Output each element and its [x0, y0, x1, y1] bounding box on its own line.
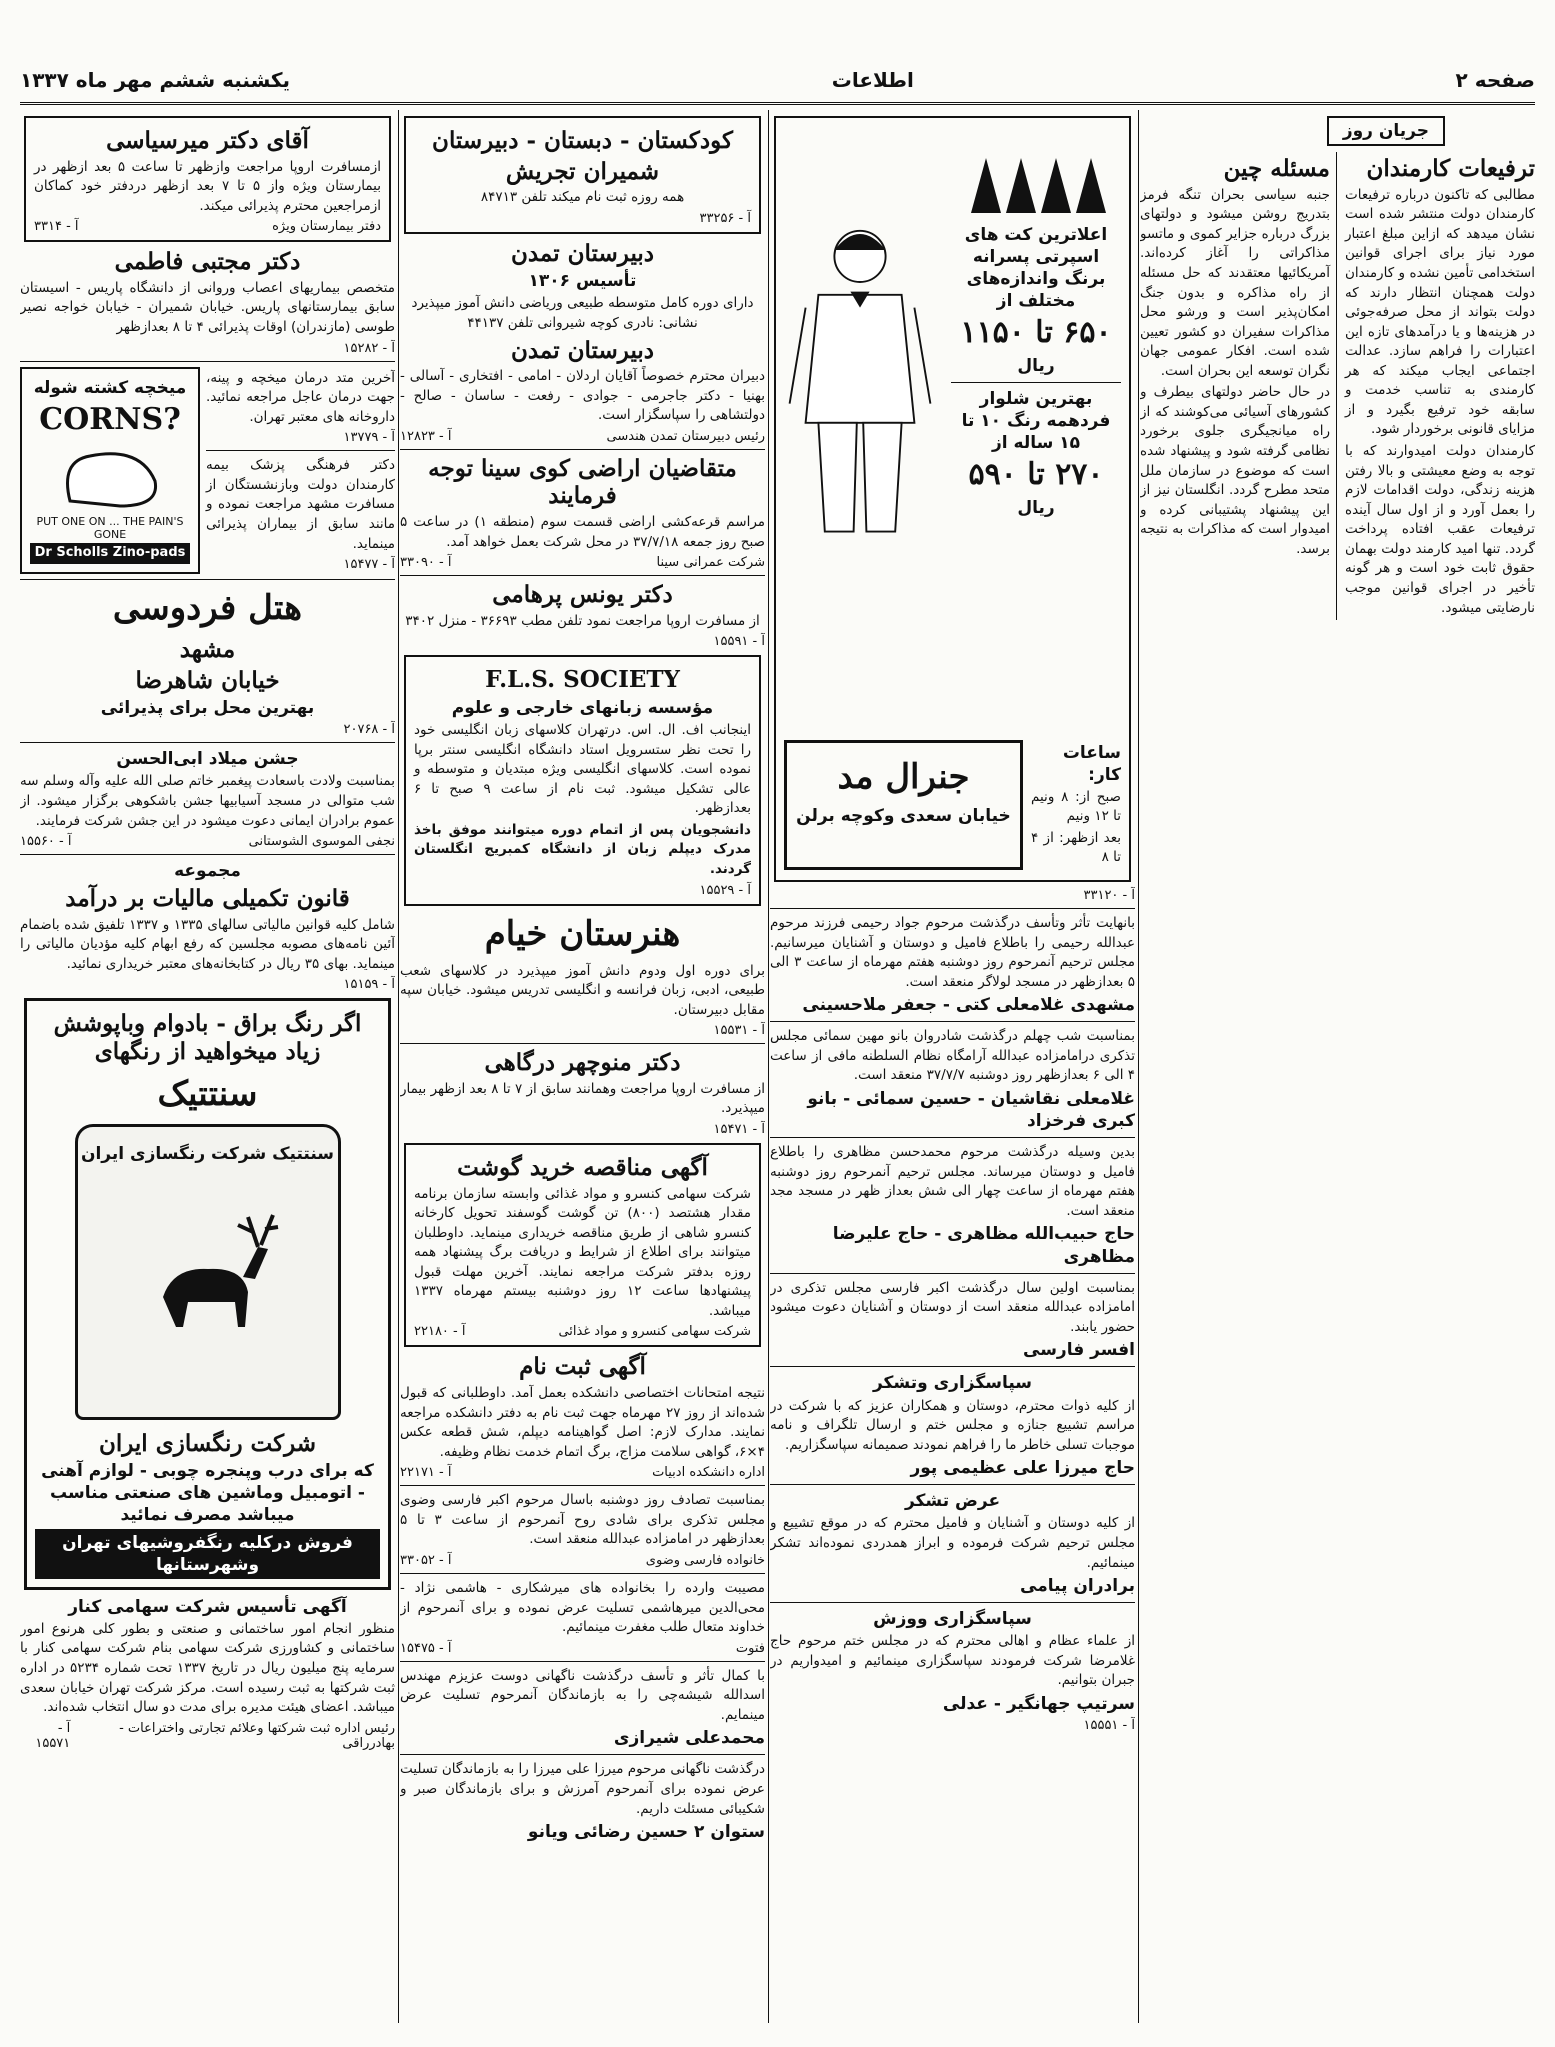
- doctor-mirsiasi-ref: آ - ۳۳۱۴: [34, 219, 79, 235]
- notice-6-title: عرض تشکر: [904, 1491, 1001, 1512]
- land-body: مراسم قرعه‌کشی اراضی قسمت سوم (منطقه ۱) در ساعت ۵ صبح روز جمعه ۳۷/۷/۱۸ در محل شرکت بعمل خواهد آمد.: [400, 514, 765, 550]
- ads-notices-column: [770, 110, 1135, 2023]
- deer-icon: [133, 1207, 283, 1337]
- ad2-unit: ریال: [1017, 497, 1055, 518]
- paint-head: اگر رنگ براق - بادوام وباپوشش زیاد میخواهید از رنگهای: [53, 1010, 362, 1066]
- corns-persian: میخچه کشته شوله: [33, 377, 187, 398]
- doctor-dargahi-body: از مسافرت اروپا مراجعت وهمانند سابق از ۷ تا ۸ بعد ازظهر بیمار میپذیرد.: [400, 1080, 765, 1117]
- clothing-ad: [774, 116, 1131, 882]
- tax-title: قانون تکمیلی مالیات بر درآمد: [65, 885, 350, 913]
- khayam-ad: [400, 914, 765, 1039]
- tax-kicker: مجموعه: [174, 861, 241, 882]
- notice-2: بمناسبت شب چهلم درگذشت شادروان بانو مهین سمائی مجلس تذکری درامامزاده عبدالله آرامگاه نظام السلطنه مافی از ساعت ۴ الی ۶ بعدازظهر روز دوشنبه ۳۷/۷/۷ منعقد است.: [770, 1028, 1135, 1084]
- school-ad: [404, 116, 761, 234]
- notice-d: درگذشت ناگهانی مرحوم میرزا علی میرزا را به بازماندگان تسلیت عرض نموده برای آنمرحوم آمرزش و برای بازماندگان صبر و شکیبائی مسئلت داریم.: [400, 1761, 765, 1817]
- notice-5: از کلیه ذوات محترم، دوستان و همکاران عزیز که با شرکت در مراسم تشییع جنازه و مجلس ختم و ارسال تلگراف و نامه موجبات تسلی خاطر ما را فراهم نمودند صمیمانه سپاسگزاریم.: [770, 1397, 1135, 1453]
- page-number: صفحه ۲: [1455, 68, 1535, 92]
- kicker: جریان روز: [1342, 121, 1429, 141]
- fls-title: F.L.S. SOCIETY: [485, 666, 680, 694]
- notice-3-sign: حاج حبیب‌الله مظاهری - حاج علیرضا مظاهری: [832, 1224, 1135, 1267]
- tamadon-title: دبیرستان تمدن: [510, 239, 655, 267]
- boy-illustration-icon: [780, 138, 940, 618]
- ad1-price: ۶۵۰ تا ۱۱۵۰: [960, 315, 1112, 351]
- body-promotions-2: کارمندان دولت امیدوارند که با توجه به وضع معیشتی و بالا رفتن هزینه زندگی، دولت اقدامات لازم را بعمل آورد و از اول سال آینده ترفیعات عقب افتاده پرداخت گردد. تنها امید کارمند دولت بهمان حقوق ثابت خود است و هر گونه تأخیر در اجرای قوانین موجب نارضایتی میشود.: [1345, 443, 1535, 616]
- article-promotions: [1345, 152, 1535, 620]
- ad1-text: اعلاترین کت های اسپرتی پسرانه برنگ واندازه‌های مختلف از: [964, 225, 1108, 312]
- doctors-column: [20, 110, 395, 2023]
- ad1-unit: ریال: [1017, 355, 1055, 376]
- notice-a-ref: آ - ۳۳۰۵۲: [400, 1552, 452, 1568]
- body-china: جنبه سیاسی بحران تنگه فرمز بتدریج روشن میشود و دولتهای بزرگ درباره جزایر کموی و ماتسو مذاکراتی را آغاز کرده‌اند. آمریکائیها معتقدند که حل مسئله از راه مذاکره و بدون جنگ امکان‌پذیر است و ورشو محل مذاکرات سفیران دو کشور تعیین شده است. افکار عمومی جهان نگران توسعه این بحران است.: [1140, 186, 1330, 379]
- school-ref: آ - ۳۳۲۵۶: [699, 210, 751, 226]
- ad-text: [951, 148, 1121, 521]
- company-title: آگهی تأسیس شرکت سهامی کنار: [68, 1596, 347, 1617]
- hours-pm: بعد ازظهر: از ۴ تا ۸: [1031, 829, 1121, 866]
- tamadon-thanks: دبیران محترم خصوصاً آقایان اردلان - امامی - افتخاری - آسالی - بهنیا - دکتر جاجرمی - جوادی - رفعت - ساسان - صالح - دولتشاهی را سپاسگزار است.: [400, 368, 765, 424]
- brand-address: خیابان سعدی وکوچه برلن: [796, 805, 1011, 826]
- corns-slogan: PUT ONE ON ... THE PAIN'S GONE: [36, 515, 184, 542]
- tamadon-year: تأسیس ۱۳۰۶: [528, 271, 637, 292]
- land-title: متقاضیان اراضی کوی سینا توجه فرمایند: [428, 454, 737, 510]
- corns-word: CORNS?: [39, 401, 181, 437]
- doctor-mirsiasi-sign: دفتر بیمارستان ویژه: [272, 219, 381, 235]
- corns-brand: Dr Scholls Zino-pads: [30, 543, 190, 564]
- column-rule: [768, 110, 769, 2023]
- hotel-note: بهترین محل برای پذیرائی: [100, 698, 315, 719]
- doctor-fatemi-body: متخصص بیماریهای اعصاب وروانی از دانشگاه پاریس - اسیستان سابق بیمارستانهای پاریس. خیابان شمیران - خیابان خواجه نصیر طوسی (مازندران) اوقات پذیرائی ۴ تا ۸ بعدازظهر: [20, 279, 395, 335]
- notice-b: مصیبت وارده را بخانواده های میرشکاری - هاشمی نژاد - محی‌الدین میرهاشمی تسلیت عرض نموده و برای آنمرحوم از خداوند متعال طلب مغفرت مینمائیم.: [400, 1579, 765, 1636]
- corn-text: آخرین متد درمان میخچه و پینه، جهت درمان عاجل مراجعه نمائید. داروخانه های معتبر تهران.: [206, 369, 395, 425]
- registration-body: نتیجه امتحانات اختصاصی دانشکده بعمل آمد. داوطلبانی که قبول شده‌اند از روز ۲۷ مهرماه جهت ثبت نام به دفتر دانشکده مراجعه نمایند. مدارک لازم: اصل گواهینامه دیپلم، شش قطعه عکس ۴×۶، گواهی سلامت مزاج، برگ اتمام خدمت نظام وظیفه.: [400, 1385, 765, 1460]
- kicker-box: [1327, 116, 1445, 146]
- doctor-fatemi-title: دکتر مجتبی فاطمی: [114, 248, 301, 276]
- hotel-city: مشهد: [179, 636, 236, 664]
- corns-text-col: [206, 367, 395, 574]
- doctor-parhami-ref: آ - ۱۵۵۹۱: [713, 634, 765, 650]
- hours-title: ساعات کار:: [1062, 742, 1121, 785]
- notice-2-sign: غلامعلی نقاشیان - حسین سمائی - بانو کبری فرخزاد: [807, 1089, 1135, 1132]
- brand-name: جنرال مد: [837, 756, 970, 797]
- hotel-street: خیابان شاهرضا: [135, 666, 280, 694]
- company-body: منظور انجام امور ساختمانی و صنعتی و بطور کلی هرنوع امور ساختمانی و کشاورزی شرکت سهامی بنام شرکت سهامی کنار با سرمایه پنج میلیون ریال در تاریخ ۱۳۳۷ تحت شماره ۵۲۳۴ در اداره ثبت شرکتها به ثبت رسیده است. مرکز شرکت تهران خیابان سعدی میباشد. اعضای هیئت مدیره برای مدت دو سال انتخاب شده‌اند.: [20, 1620, 395, 1716]
- ad-ref: آ - ۳۳۱۲۰: [1083, 888, 1135, 903]
- land-ref: آ - ۳۳۰۹۰: [400, 555, 452, 571]
- jashn-sign: نجفی الموسوی الشوستانی: [248, 834, 395, 850]
- tender-ref: آ - ۲۲۱۸۰: [414, 1324, 466, 1340]
- tender-ad: [404, 1143, 761, 1348]
- registration-ref: آ - ۲۲۱۷۱: [400, 1465, 452, 1481]
- paint-brand: سنتتیک: [157, 1073, 258, 1114]
- hotel-ref: آ - ۲۰۷۶۸: [343, 722, 395, 738]
- notice-7: از علماء عظام و اهالی محترم که در مجلس ختم مرحوم حاج غلامرضا شرکت فرمودند سپاسگزاری مینمائیم و امیدواریم در جبران بتوانیم.: [770, 1633, 1135, 1689]
- column-rule: [1138, 110, 1139, 2023]
- notice-7-title: سپاسگزاری ووزش: [873, 1609, 1032, 1630]
- doctor-dargahi-title: دکتر منوچهر درگاهی: [484, 1049, 681, 1077]
- ad2-text: بهترین شلوار فردهمه رنگ ۱۰ تا ۱۵ ساله از: [961, 388, 1111, 454]
- notice-4-sign: افسر فارسی: [1023, 1340, 1135, 1361]
- jashn-body: بمناسبت ولادت باسعادت پیغمبر خاتم صلی الله علیه وآله وسلم سه شب متوالی در مسجد آسیابیها جشن باشکوهی برگزار میشود. از عموم برادران ایمانی دعوت میشود در این جشن شرکت فرمایند.: [20, 773, 395, 829]
- notice-5-title: سپاسگزاری وتشکر: [872, 1373, 1033, 1394]
- land-sign: شرکت عمرانی سینا: [656, 555, 765, 571]
- notice-ref: آ - ۱۵۵۵۱: [1083, 1718, 1135, 1734]
- notice-5-sign: حاج میرزا علی عظیمی پور: [910, 1458, 1135, 1479]
- article-china: [1140, 152, 1337, 620]
- doctor-farhangi-ref: آ - ۱۵۴۷۷: [343, 557, 395, 573]
- headline-china: مسئله چین: [1223, 155, 1330, 183]
- fls-sub: مؤسسه زبانهای خارجی و علوم: [451, 697, 714, 718]
- notice-c-sign: محمدعلی شیرازی: [613, 1728, 765, 1749]
- notice-1-sign: مشهدی غلامعلی کتی - جعفر ملاحسینی: [802, 995, 1135, 1016]
- doctor-farhangi-body: دکتر فرهنگی پزشک بیمه کارمندان دولت وبازنشستگان از مسافرت مشهد مراجعت نموده و مانند سابق از بیماران پذیرائی مینماید.: [206, 457, 395, 552]
- tamadon-sign: رئیس دبیرستان تمدن هندسی: [606, 428, 765, 444]
- doctor-mirsiasi-ad: [24, 116, 391, 242]
- paint-can: [75, 1124, 341, 1420]
- corns-ad: [20, 367, 200, 574]
- notice-7-sign: سرتیپ جهانگیر - عدلی: [942, 1693, 1135, 1714]
- doctor-mirsiasi-title: آقای دکتر میرسیاسی: [106, 127, 309, 154]
- editorial-column: [1140, 110, 1535, 2023]
- ad-footer: [784, 740, 1121, 870]
- tax-ref: آ - ۱۵۱۵۹: [343, 977, 395, 993]
- doctor-parhami-title: دکتر یونس پرهامی: [492, 581, 673, 609]
- brand-box: [784, 740, 1023, 870]
- hotel-title: هتل فردوسی: [112, 588, 303, 629]
- notice-b-ref: آ - ۱۵۴۷۵: [400, 1640, 452, 1656]
- hotel-ad: [20, 588, 395, 737]
- registration-title: آگهی ثبت نام: [519, 1353, 646, 1381]
- notice-c: با کمال تأثر و تأسف درگذشت ناگهانی دوست عزیزم مهندس اسدالله شیشه‌چی را به بازماندگان آنمرحوم تسلیت عرض مینمایم.: [400, 1667, 765, 1723]
- doctor-fatemi-ad: [20, 248, 395, 355]
- body-china-2: در حال حاضر دولتهای بیطرف و کشورهای آسیائی می‌کوشند که از راه میانجیگری جلوی برخورد نظامی گرفته شود و پیشنهاد شده است که موضوع در سازمان ملل متحد مطرح گردد. انگلستان نیز از این پیشنهاد پشتیبانی کرده و امیدوار است که مذاکرات به نتیجه برسد.: [1140, 384, 1330, 557]
- tax-body: شامل کلیه قوانین مالیاتی سالهای ۱۳۳۵ و ۱۳۳۷ تلفیق شده باضمام آئین نامه‌های مصوبه مجلسین که رفع ابهام کلیه مؤدیان مالیاتی را مینماید. بهای ۳۵ ریال در کتابخانه‌های معتبر خریداری نمائید.: [20, 916, 395, 972]
- school-title: کودکستان - دبستان - دبیرستان: [432, 127, 733, 154]
- corns-row: [20, 367, 395, 574]
- tamadon-title-2: دبیرستان تمدن: [510, 336, 655, 364]
- registration-sign: اداره دانشکده ادبیات: [652, 1465, 765, 1481]
- school-name: شمیران تجریش: [505, 157, 660, 185]
- foot-icon: [50, 441, 170, 511]
- notice-a-sign: خانواده فارسی وضوی: [645, 1552, 765, 1568]
- schools-column: [400, 110, 765, 2023]
- paint-ad: [24, 998, 391, 1589]
- tender-sign: شرکت سهامی کنسرو و مواد غذائی: [558, 1324, 751, 1340]
- notice-a: بمناسبت تصادف روز دوشنبه باسال مرحوم اکبر فارسی وضوی مجلس تذکری برای شادی روح آنمرحوم از ساعت ۳ تا ۵ بعدازظهر در امامزاده عبدالله منعقد است.: [400, 1492, 765, 1548]
- fls-note: دانشجویان پس از اتمام دوره میتوانند موفق باخذ مدرک دیپلم زبان از دانشگاه کمبریج انگلستان گردند.: [414, 821, 751, 877]
- tender-title: آگهی مناقصه خرید گوشت: [457, 1153, 708, 1181]
- column-rule: [398, 110, 399, 2023]
- jashn-title: جشن میلاد ابی‌الحسن: [116, 749, 299, 770]
- body-promotions: مطالبی که تاکنون درباره ترفیعات کارمندان دولت منتشر شده است نشان میدهد که ازاین مبلغ اعتبار مورد نیاز برای اجرای قوانین استخدامی تأمین نشده و کارمندان دولت همچنان انتظار دارند که دولت بتواند از محل صرفه‌جوئی در هزینه‌ها و یا درآمدهای تازه این اعتبارات را فراهم سازد. عدالت اجتماعی ایجاب میکند که هر کارمندی به تناسب خدمت و سابقه خود ترفیع بگیرد و از مزایای قانونی برخوردار شود.: [1345, 186, 1535, 438]
- jashn-ref: آ - ۱۵۵۶۰: [20, 834, 72, 850]
- khayam-body: برای دوره اول ودوم دانش آموز میپذیرد در کلاسهای شعب طبیعی، ادبی، زبان فرانسه و انگلیسی تدریس میشود. خیابان سپه مقابل دبیرستان.: [400, 962, 765, 1018]
- notice-6-sign: برادران پیامی: [1020, 1576, 1135, 1597]
- notice-1: بانهایت تأثر وتأسف درگذشت مرحوم جواد رحیمی فرزند مرحوم عبدالله رحیمی را باطلاع فامیل و دوستان و آشنایان میرسانیم. مجلس ترحیم آنمرحوم روز دوشنبه هفتم مهرماه از ساعت ۳ الی ۵ بعدازظهر در مسجد لولاگر منعقد است.: [770, 915, 1135, 990]
- company-sign: رئیس اداره ثبت شرکتها وعلائم تجارتی واختراعات - بهادرراقی: [119, 1720, 395, 1751]
- notice-6: از کلیه دوستان و آشنایان و فامیل محترم که در موقع تشییع و مجلس ترحیم شرکت فرموده و ابراز همدردی نموده‌اند تشکر مینمائیم.: [770, 1515, 1135, 1571]
- khayam-title: هنرستان خیام: [484, 913, 681, 954]
- notice-d-sign: ستوان ۲ حسین رضائی ویانو: [527, 1822, 765, 1843]
- company-ref: آ - ۱۵۵۷۱: [35, 1720, 71, 1751]
- tamadon-body: دارای دوره کامل متوسطه طبیعی وریاضی دانش آموز میپذیرد نشانی: نادری کوچه شیروانی تلفن ۴۴۱۳۷: [411, 295, 754, 331]
- corn-ref: آ - ۱۳۷۷۹: [343, 430, 395, 446]
- date-line: یکشنبه ششم مهر ماه ۱۳۳۷: [20, 68, 291, 92]
- doctor-dargahi-ref: آ - ۱۵۴۷۱: [713, 1121, 765, 1137]
- tamadon-ref: آ - ۱۲۸۲۳: [400, 428, 452, 444]
- notice-b-sign: فتوت: [735, 1640, 765, 1656]
- headline-promotions: ترفیعات کارمندان: [1366, 155, 1535, 183]
- can-label: سنتتیک شرکت رنگسازی ایران: [80, 1143, 335, 1164]
- hours-am: صبح از: ۸ ونیم تا ۱۲ ونیم: [1031, 788, 1121, 825]
- tender-body: شرکت سهامی کنسرو و مواد غذائی وابسته سازمان برنامه مقدار هشتصد (۸۰۰) تن گوشت گوسفند تحویل کارخانه کنسرو شاهی از طریق مناقصه خریداری مینماید. داوطلبان میتوانند برای اطلاع از شرایط و دریافت برگ پیشنهاد همه روزه بدفتر شرکت مراجعه نمایند. آخرین مهلت قبول پیشنهادها ساعت ۱۲ روز دوشنبه بیستم مهرماه ۱۳۳۷ میباشد.: [414, 1185, 752, 1319]
- fls-ref: آ - ۱۵۵۲۹: [699, 882, 751, 898]
- tamadon-ad: [400, 240, 765, 444]
- paint-sales: فروش درکلیه رنگفروشیهای تهران وشهرستانها: [35, 1529, 380, 1579]
- khayam-ref: آ - ۱۵۵۳۱: [713, 1023, 765, 1039]
- paper-name: اطلاعات: [831, 68, 914, 92]
- fls-ad: [404, 655, 761, 905]
- paint-company: شرکت رنگسازی ایران: [98, 1429, 317, 1457]
- logo-icon: [961, 148, 1111, 218]
- notice-4: بمناسبت اولین سال درگذشت اکبر فارسی مجلس تذکری در امامزاده عبدالله منعقد است از دوستان و آشنایان دعوت میشود حضور یابند.: [770, 1279, 1135, 1335]
- masthead: [20, 58, 1535, 105]
- doctor-mirsiasi-body: ازمسافرت اروپا مراجعت وازظهر تا ساعت ۵ بعد ازظهر در بیمارستان ویژه واز ۵ تا ۷ بعد ازظهر دردفتر خود کماکان ازمراجعین محترم پذیرائی میکند.: [34, 158, 381, 214]
- doctor-fatemi-ref: آ - ۱۵۲۸۲: [343, 340, 395, 356]
- ad2-price: ۲۷۰ تا ۵۹۰: [968, 457, 1104, 493]
- doctor-parhami-body: از مسافرت اروپا مراجعت نمود تلفن مطب ۳۶۶۹۳ - منزل ۳۴۰۲: [405, 612, 760, 629]
- hours-box: [1031, 740, 1121, 870]
- notice-3: بدین وسیله درگذشت مرحوم محمدحسن مظاهری را باطلاع فامیل و دوستان میرساند. مجلس ترحیم آنمرحوم روز دوشنبه هفتم مهرماه از ساعت چهار الی شش بعداز ظهر در مسجد مجد منعقد است.: [770, 1144, 1135, 1219]
- school-note: همه روزه ثبت نام میکند تلفن ۸۴۷۱۳: [480, 189, 685, 206]
- paint-uses: که برای درب وپنجره چوبی - لوازم آهنی - اتومبیل وماشین های صنعتی مناسب میباشد مصرف نمائید: [41, 1461, 374, 1526]
- fls-body: اینجانب اف. ال. اس. درتهران کلاسهای زبان انگلیسی خود را تحت نظر ستسرویل استاد دانشگاه انگلیسی سنتر برپا نموده است. کلاسهای انگلیسی ویژه مبتدیان و متوسطه و عالی تشکیل میشود. ثبت نام از ساعت ۹ صبح تا ۶ بعدازظهر.: [414, 722, 751, 817]
